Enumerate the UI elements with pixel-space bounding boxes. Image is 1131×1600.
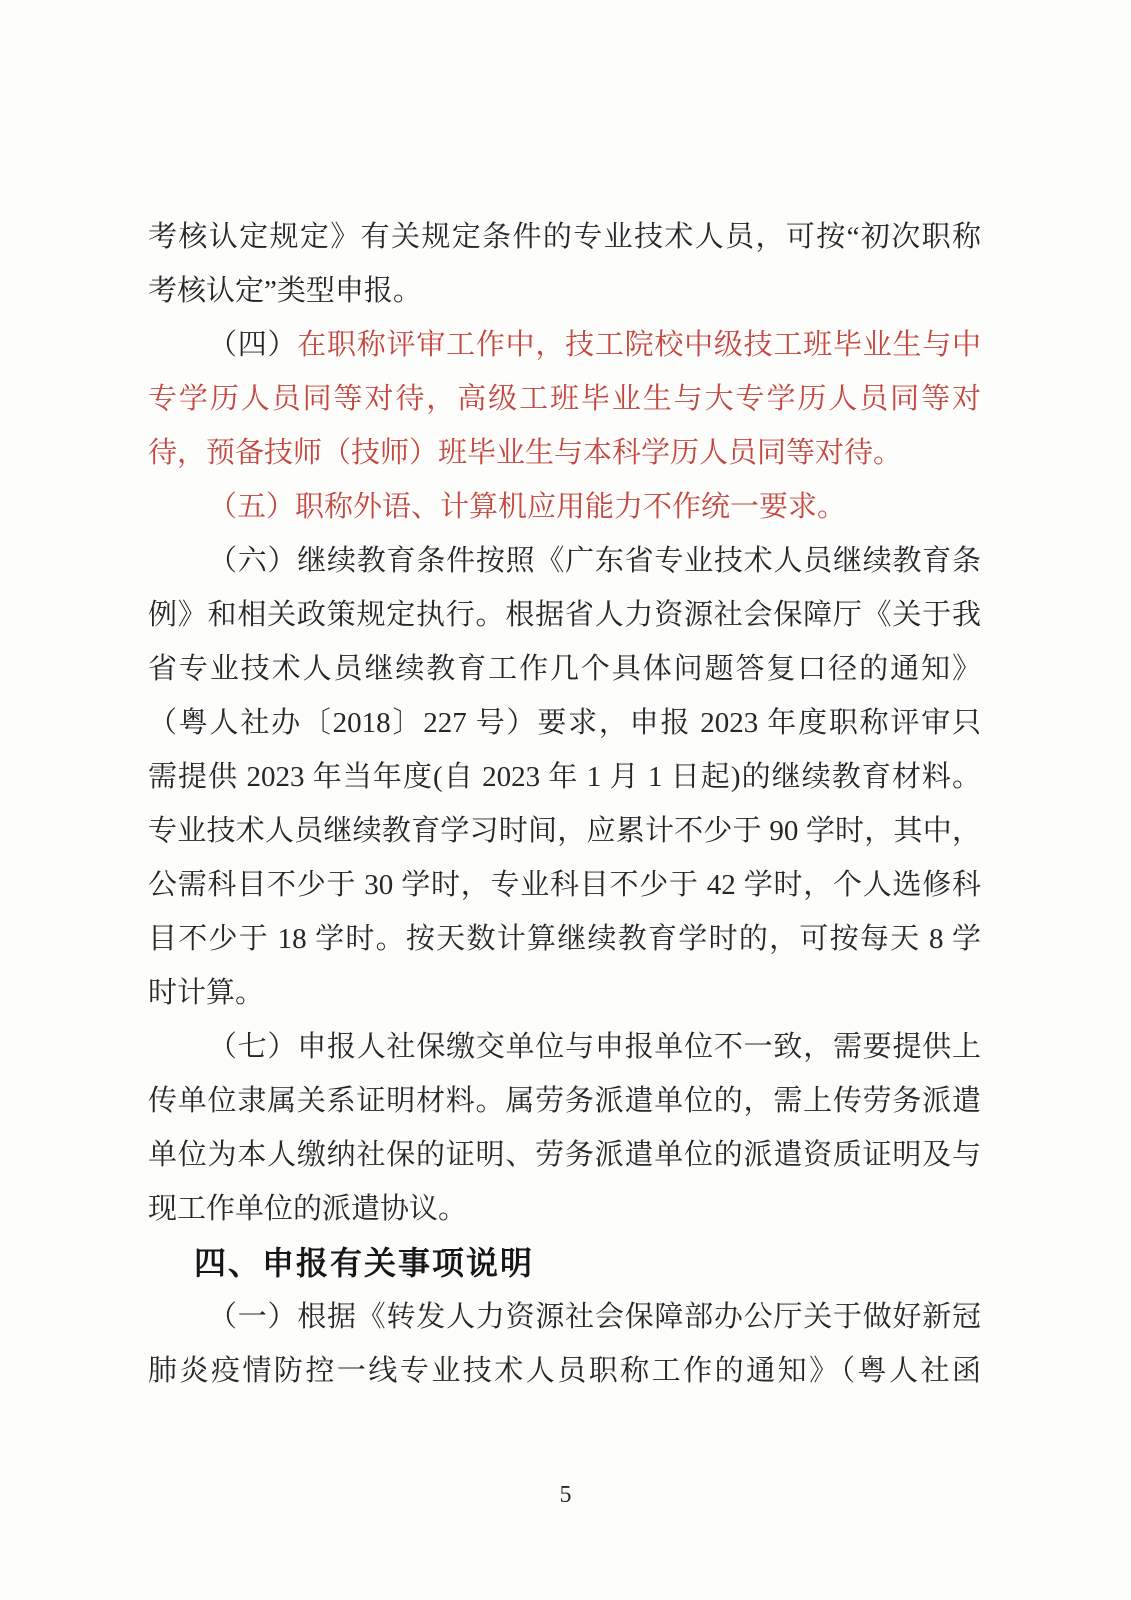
page-number: 5 bbox=[559, 1482, 572, 1508]
text-line: 专学历人员同等对待，高级工班毕业生与大专学历人员同等对 bbox=[148, 383, 981, 415]
list-item-marker: （四） bbox=[208, 329, 298, 361]
text-line: 需提供 2023 年当年度(自 2023 年 1 月 1 日起)的继续教育材料。 bbox=[148, 761, 981, 793]
text-line: 考核认定规定》有关规定条件的专业技术人员，可按“初次职称 bbox=[148, 221, 981, 253]
text-line: 省专业技术人员继续教育工作几个具体问题答复口径的通知》 bbox=[148, 653, 981, 685]
text-line: （七）申报人社保缴交单位与申报单位不一致，需要提供上 bbox=[208, 1031, 981, 1063]
text-line: 专业技术人员继续教育学习时间，应累计不少于 90 学时，其中， bbox=[148, 815, 981, 847]
text-line: 传单位隶属关系证明材料。属劳务派遣单位的，需上传劳务派遣 bbox=[148, 1085, 981, 1117]
text-line: （六）继续教育条件按照《广东省专业技术人员继续教育条 bbox=[208, 545, 981, 577]
text-line: 待，预备技师（技师）班毕业生与本科学历人员同等对待。 bbox=[148, 437, 903, 469]
text-line: （五）职称外语、计算机应用能力不作统一要求。 bbox=[208, 491, 847, 523]
text-line: 目不少于 18 学时。按天数计算继续教育学时的，可按每天 8 学 bbox=[148, 923, 981, 955]
text-line: 现工作单位的派遣协议。 bbox=[148, 1193, 468, 1225]
text-line bbox=[148, 318, 981, 372]
text-line: 公需科目不少于 30 学时，专业科目不少于 42 学时，个人选修科 bbox=[148, 869, 981, 901]
text-line: （一）根据《转发人力资源社会保障部办公厅关于做好新冠 bbox=[208, 1301, 981, 1333]
text-line: 时计算。 bbox=[148, 977, 265, 1009]
text-line: 例》和相关政策规定执行。根据省人力资源社会保障厅《关于我 bbox=[148, 599, 981, 631]
text-line: 单位为本人缴纳社保的证明、劳务派遣单位的派遣资质证明及与 bbox=[148, 1139, 981, 1171]
section-heading: 四、申报有关事项说明 bbox=[194, 1245, 535, 1281]
text-line: （粤人社办〔2018〕227 号）要求，申报 2023 年度职称评审只 bbox=[148, 707, 981, 739]
document-body bbox=[148, 210, 981, 1398]
text-line: 考核认定”类型申报。 bbox=[148, 275, 422, 307]
text-line: 肺炎疫情防控一线专业技术人员职称工作的通知》（粤人社函 bbox=[148, 1355, 981, 1387]
text-segment: 在职称评审工作中，技工院校中级技工班毕业生与中 bbox=[297, 329, 981, 361]
